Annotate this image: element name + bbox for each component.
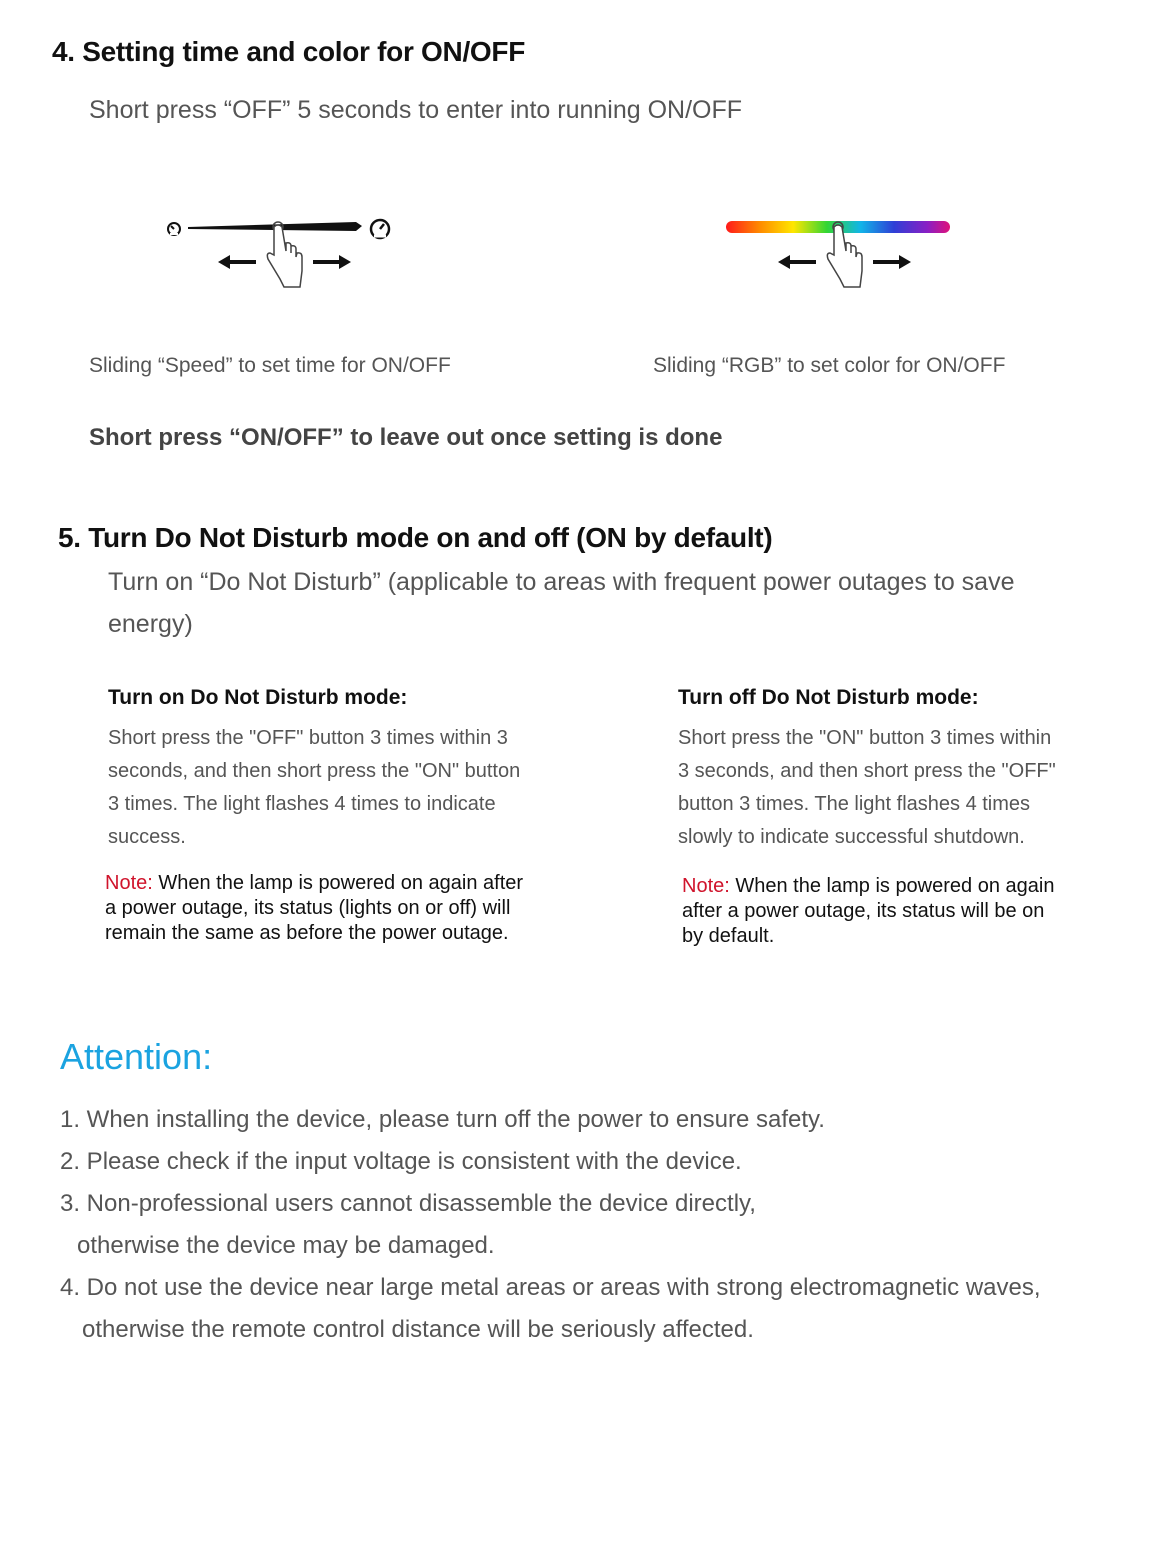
note-label: Note: (105, 872, 153, 894)
dnd-off-instructions (678, 722, 1138, 854)
note-text: remain the same as before the power outage. (105, 922, 509, 944)
dnd-on-line: Short press the "OFF" button 3 times within 3 (108, 727, 508, 749)
rgb-slider-illustration (720, 205, 960, 295)
dnd-off-line: slowly to indicate successful shutdown. (678, 826, 1025, 848)
note-text: after a power outage, its status will be on (682, 900, 1045, 922)
dnd-on-heading: Turn on Do Not Disturb mode: (108, 686, 408, 709)
note-text: When the lamp is powered on again after (152, 872, 524, 894)
attention-title: Attention: (60, 1036, 213, 1077)
speed-slider-illustration (160, 205, 400, 295)
dnd-on-instructions (108, 722, 578, 854)
section4-done: Short press “ON/OFF” to leave out once setting is done (89, 424, 723, 451)
dnd-on-line: 3 times. The light flashes 4 times to indicate (108, 793, 496, 815)
section4-intro: Short press “OFF” 5 seconds to enter into running ON/OFF (89, 96, 743, 124)
section5-intro-line1: Turn on “Do Not Disturb” (applicable to areas with frequent power outages to save (108, 568, 1015, 596)
dnd-off-line: button 3 times. The light flashes 4 times (678, 793, 1031, 815)
dnd-off-heading: Turn off Do Not Disturb mode: (678, 686, 979, 709)
note-text: by default. (682, 925, 775, 947)
note-text: a power outage, its status (lights on or off) will (105, 897, 511, 919)
dnd-off-line: Short press the "ON" button 3 times within (678, 727, 1052, 749)
attention-item: 3. Non-professional users cannot disassemble the device directly, (60, 1190, 756, 1217)
attention-item-continuation: otherwise the device may be damaged. (77, 1232, 495, 1259)
dnd-on-line: seconds, and then short press the "ON" button (108, 760, 521, 782)
note-text: When the lamp is powered on again (729, 875, 1055, 897)
dnd-on-note (105, 871, 575, 946)
section4-title: 4. Setting time and color for ON/OFF (52, 36, 526, 67)
attention-item-continuation: otherwise the remote control distance will be seriously affected. (82, 1316, 754, 1343)
pointing-hand-icon (267, 222, 302, 287)
dnd-on-line: success. (108, 826, 186, 848)
attention-list (60, 1099, 1041, 1351)
speedometer-fast-icon (371, 220, 389, 238)
rgb-caption: Sliding “RGB” to set color for ON/OFF (653, 354, 1006, 377)
speedometer-slow-icon (168, 223, 180, 235)
note-label: Note: (682, 875, 730, 897)
speed-caption: Sliding “Speed” to set time for ON/OFF (89, 354, 451, 377)
attention-item: 4. Do not use the device near large metal areas or areas with strong electromagnetic waves, (60, 1274, 1041, 1301)
dnd-off-note (682, 874, 1122, 949)
attention-item: 2. Please check if the input voltage is consistent with the device. (60, 1148, 742, 1175)
section5-intro-line2: energy) (108, 610, 193, 638)
section5-title: 5. Turn Do Not Disturb mode on and off (ON by default) (58, 522, 773, 553)
attention-item: 1. When installing the device, please turn off the power to ensure safety. (60, 1106, 825, 1133)
dnd-off-line: 3 seconds, and then short press the "OFF" (678, 760, 1056, 782)
